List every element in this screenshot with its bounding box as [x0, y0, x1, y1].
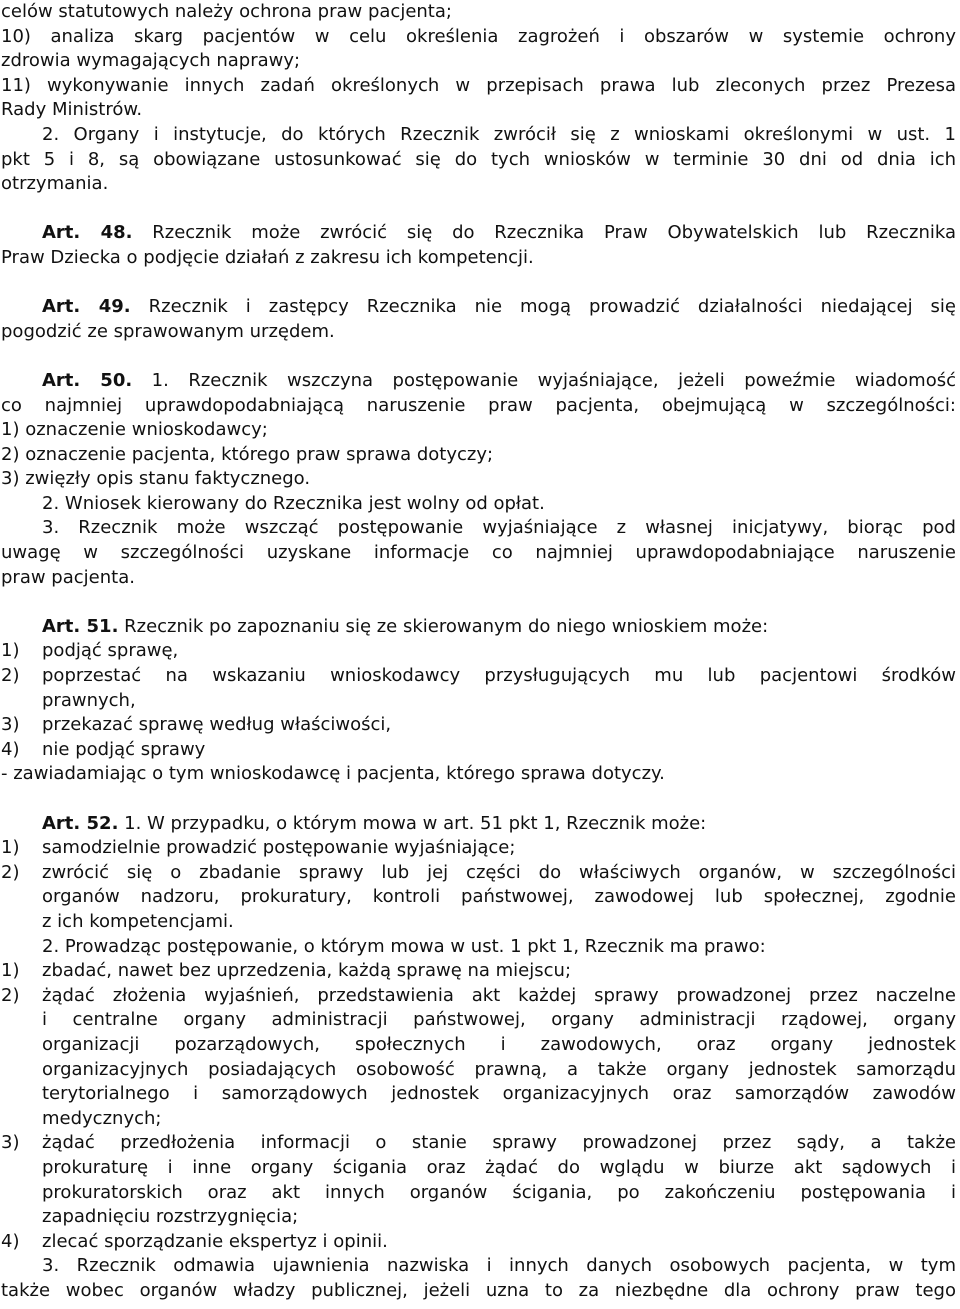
article-text: 1. W przypadku, o którym mowa w art. 51 pkt 1, Rzecznik może:	[118, 812, 707, 834]
text-line: uwagę w szczególności uzyskane informacje co najmniej uprawdopodabniające naruszenie	[1, 542, 956, 564]
text-line: - zawiadamiając o tym wnioskodawcę i pacjenta, którego sprawa dotyczy.	[1, 763, 665, 785]
list-continuation: z ich kompetencjami.	[42, 910, 234, 932]
list-item	[1, 664, 956, 689]
paragraph-gap	[1, 271, 956, 296]
list-number: 3)	[1, 1132, 20, 1154]
text-line: Praw Dziecka o podjęcie działań z zakresu ich kompetencji.	[1, 246, 534, 268]
list-text: żądać przedłożenia informacji o stanie sprawy prowadzonej przez sądy, a także	[42, 1132, 956, 1154]
list-number: 2)	[1, 984, 20, 1006]
text-line: celów statutowych należy ochrona praw pacjenta;	[1, 1, 452, 22]
text-line: 11) wykonywanie innych zadań określonych w przepisach prawa lub zleconych przez Prezesa	[1, 74, 956, 96]
list-continuation: organizacji pozarządowych, społecznych i zawodowych, oraz organy jednostek	[42, 1033, 956, 1055]
article-51-line	[1, 615, 956, 640]
list-continuation: zapadnięciu rozstrzygnięcia;	[42, 1206, 299, 1228]
text-line: praw pacjenta.	[1, 566, 135, 588]
list-continuation: terytorialnego i samorządowych jednostek organizacyjnych oraz samorządów zawodów	[42, 1083, 956, 1105]
text-line: otrzymania.	[1, 173, 109, 195]
list-item	[1, 959, 956, 984]
list-continuation: prawnych,	[42, 689, 136, 711]
article-49-line	[1, 295, 956, 320]
article-heading: Art. 51.	[42, 615, 119, 637]
list-text: poprzestać na wskazaniu wnioskodawcy przysługujących mu lub pacjentowi środków	[42, 665, 956, 687]
list-number: 2)	[1, 665, 20, 687]
text-line: co najmniej uprawdopodabniającą naruszenie praw pacjenta, obejmującą w szczególności:	[1, 394, 956, 416]
list-text: żądać złożenia wyjaśnień, przedstawienia akt każdej sprawy prowadzonej przez naczelne	[42, 984, 956, 1006]
list-item: 3) zwięzły opis stanu faktycznego.	[1, 468, 311, 490]
list-continuation: organizacyjnych posiadających osobowość prawną, a także organy jednostek samorządu	[42, 1058, 956, 1080]
text-line: 2. Prowadząc postępowanie, o którym mowa w ust. 1 pkt 1, Rzecznik ma prawo:	[42, 935, 766, 957]
list-item: 2) oznaczenie pacjenta, którego praw sprawa dotyczy;	[1, 443, 494, 465]
list-continuation: prokuraturę i inne organy ścigania oraz żądać do wglądu w biurze akt sądowych i	[42, 1156, 956, 1178]
list-continuation: organów nadzoru, prokuratury, kontroli państwowej, zawodowej lub społecznej, zgodnie	[42, 886, 956, 908]
paragraph-gap	[1, 344, 956, 369]
article-heading: Art. 50.	[42, 369, 133, 391]
list-text: przekazać sprawę według właściwości,	[42, 714, 392, 736]
list-number: 1)	[1, 837, 20, 859]
list-text: podjąć sprawę,	[42, 640, 179, 662]
text-line: także wobec organów władzy publicznej, jeżeli uzna to za niezbędne dla ochrony praw tego	[1, 1279, 956, 1301]
text-line: pogodzić ze sprawowanym urzędem.	[1, 320, 335, 342]
article-text: Rzecznik po zapoznaniu się ze skierowanym do niego wnioskiem może:	[118, 615, 769, 637]
list-item	[1, 1230, 956, 1255]
text-line: zdrowia wymagających naprawy;	[1, 50, 301, 72]
list-item	[1, 738, 956, 763]
list-number: 1)	[1, 640, 20, 662]
text-line: 10) analiza skarg pacjentów w celu określenia zagrożeń i obszarów w systemie ochrony	[1, 25, 956, 47]
article-text: 1. Rzecznik wszczyna postępowanie wyjaśniające, jeżeli poweźmie wiadomość	[132, 369, 956, 391]
list-item	[1, 836, 956, 861]
text-line: 3. Rzecznik odmawia ujawnienia nazwiska i innych danych osobowych pacjenta, w tym	[42, 1255, 956, 1277]
list-continuation: i centralne organy administracji państwowej, organy administracji rządowej, organy	[42, 1009, 956, 1031]
list-number: 3)	[1, 714, 20, 736]
list-text: samodzielnie prowadzić postępowanie wyjaśniające;	[42, 837, 516, 859]
article-52-line	[1, 812, 956, 837]
list-item	[1, 713, 956, 738]
list-continuation: prokuratorskich oraz akt innych organów ścigania, po zakończeniu postępowania i	[42, 1181, 956, 1203]
list-item: 1) oznaczenie wnioskodawcy;	[1, 419, 268, 441]
text-line: pkt 5 i 8, są obowiązane ustosunkować się do tych wniosków w terminie 30 dni od dnia ich	[1, 148, 956, 170]
list-item	[1, 1131, 956, 1156]
list-number: 4)	[1, 738, 20, 760]
paragraph-gap	[1, 590, 956, 615]
list-text: nie podjąć sprawy	[42, 738, 206, 760]
article-heading: Art. 49.	[42, 296, 131, 318]
article-text: Rzecznik może zwrócić się do Rzecznika Praw Obywatelskich lub Rzecznika	[132, 222, 956, 244]
list-number: 2)	[1, 861, 20, 883]
article-heading: Art. 52.	[42, 812, 119, 834]
list-item	[1, 984, 956, 1009]
list-text: zlecać sporządzanie ekspertyz i opinii.	[42, 1230, 388, 1252]
list-number: 1)	[1, 960, 20, 982]
text-line: 2. Organy i instytucje, do których Rzecznik zwrócił się z wnioskami określonymi w ust. 1	[42, 123, 956, 145]
article-50-line	[1, 369, 956, 394]
paragraph-gap	[1, 787, 956, 812]
list-text: zbadać, nawet bez uprzedzenia, każdą sprawę na miejscu;	[42, 960, 572, 982]
text-line: 2. Wniosek kierowany do Rzecznika jest wolny od opłat.	[42, 492, 545, 514]
text-line: 3. Rzecznik może wszcząć postępowanie wyjaśniające z własnej inicjatywy, biorąc pod	[42, 517, 956, 539]
article-48-line	[1, 221, 956, 246]
article-heading: Art. 48.	[42, 222, 133, 244]
article-text: Rzecznik i zastępcy Rzecznika nie mogą prowadzić działalności niedającej się	[130, 296, 956, 318]
list-text: zwrócić się o zbadanie sprawy lub jej części do właściwych organów, w szczególności	[42, 861, 956, 883]
paragraph-gap	[1, 197, 956, 222]
text-line: Rady Ministrów.	[1, 99, 143, 121]
list-number: 4)	[1, 1230, 20, 1252]
list-continuation: medycznych;	[42, 1107, 162, 1129]
list-item	[1, 639, 956, 664]
list-item	[1, 861, 956, 886]
